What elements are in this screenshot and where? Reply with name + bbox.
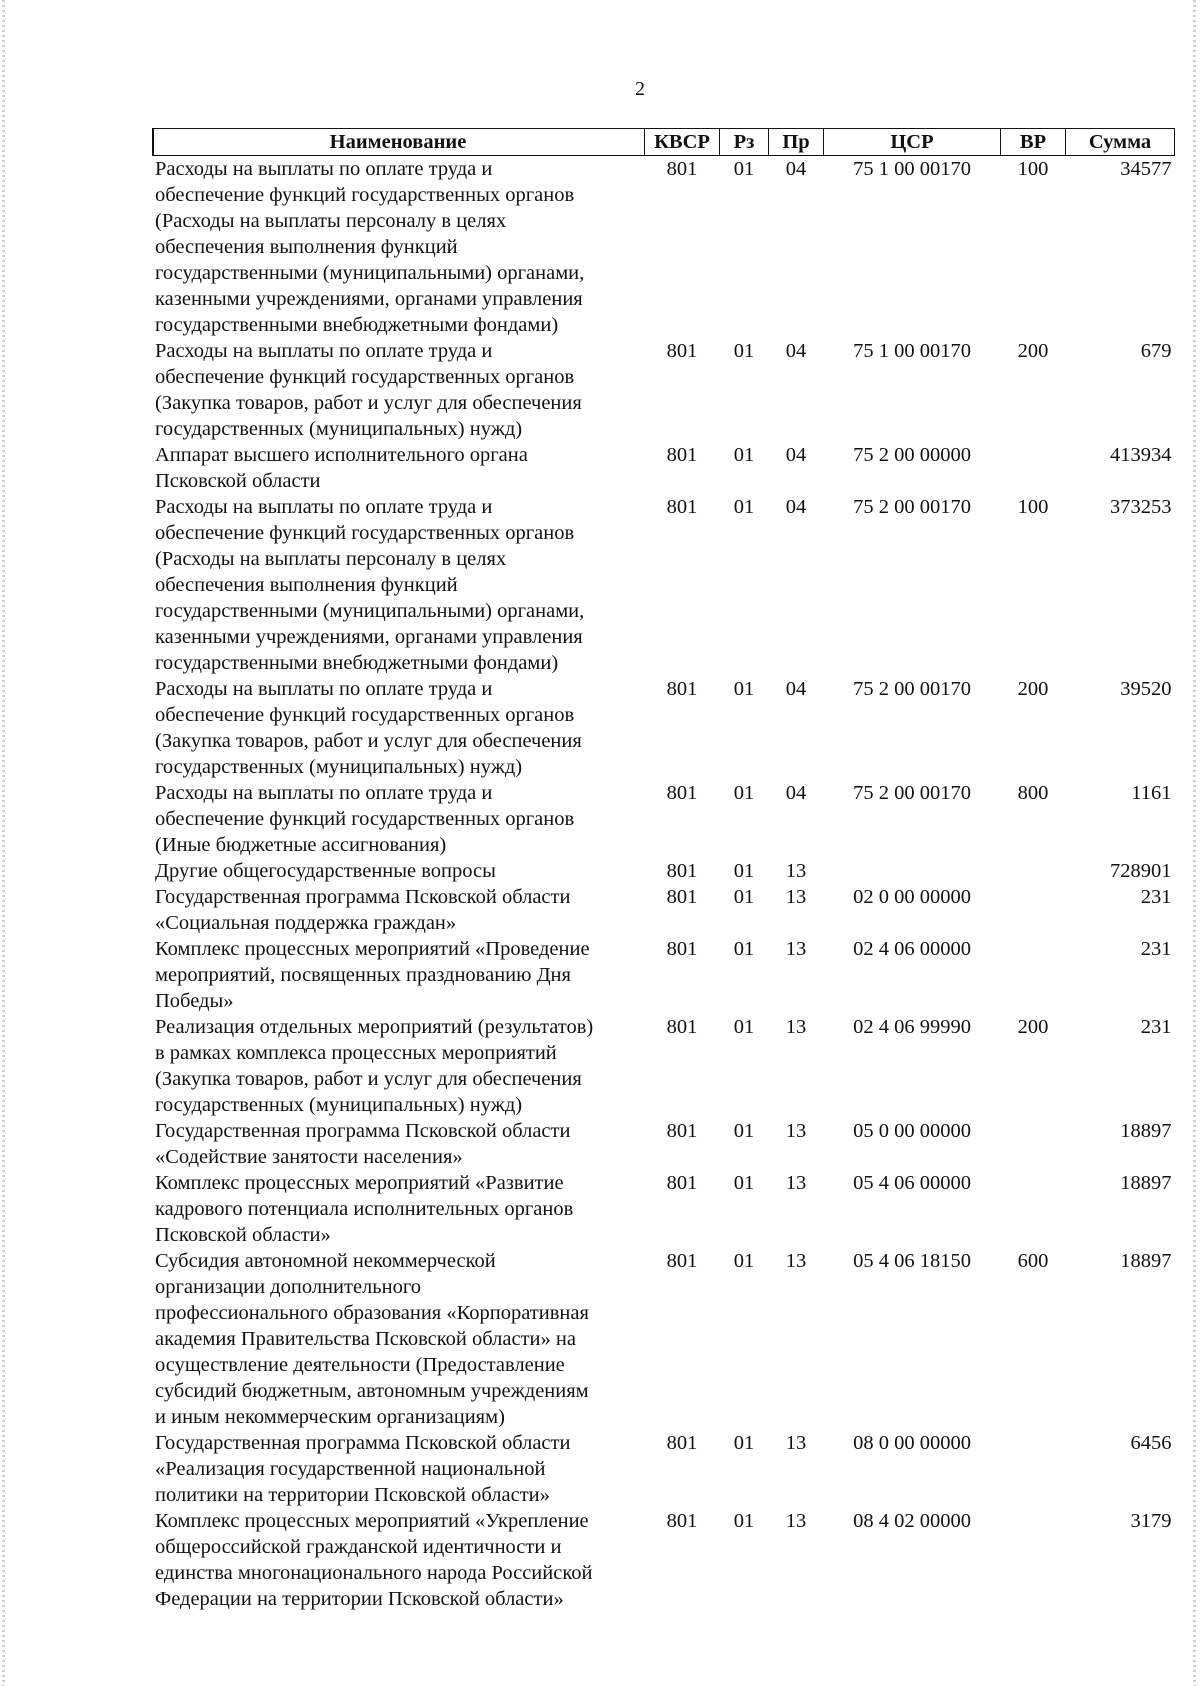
cell-pr: 13	[785, 938, 807, 960]
cell-rz: 01	[733, 782, 755, 804]
cell-kvsr: 801	[666, 860, 698, 882]
cell-pr: 04	[785, 444, 807, 466]
cell-pr: 13	[785, 1172, 807, 1194]
cell-sum: 231	[1140, 886, 1172, 908]
header-sum: Сумма	[1066, 129, 1175, 156]
table-row	[153, 1508, 1175, 1612]
cell-kvsr: 801	[666, 1510, 698, 1532]
header-name: Наименование	[153, 129, 645, 156]
cell-csr: 75 2 00 00000	[853, 444, 971, 466]
cell-vr: 800	[1017, 782, 1049, 804]
header-row	[153, 129, 1175, 156]
cell-sum: 3179	[1130, 1510, 1172, 1532]
table-row	[153, 1014, 1175, 1118]
cell-rz: 01	[733, 1172, 755, 1194]
cell-sum: 728901	[1110, 860, 1172, 882]
cell-sum: 231	[1140, 938, 1172, 960]
table-row	[153, 1430, 1175, 1508]
cell-vr: 200	[1017, 340, 1049, 362]
table-row	[153, 1170, 1175, 1248]
cell-sum: 34577	[1120, 158, 1172, 180]
cell-rz: 01	[733, 340, 755, 362]
cell-kvsr: 801	[666, 444, 698, 466]
cell-name: Расходы на выплаты по оплате труда и обеспечение функций государственных органов (Закупка товаров, работ и услуг для обеспечения государственных (муниципальных) нужд)	[155, 678, 582, 778]
cell-rz: 01	[733, 886, 755, 908]
cell-vr	[1001, 936, 1066, 1014]
cell-name: Комплекс процессных мероприятий «Проведение мероприятий, посвященных празднованию Дня Победы»	[155, 938, 590, 1012]
header-pr: Пр	[769, 129, 824, 156]
cell-csr	[824, 858, 1001, 884]
cell-name: Комплекс процессных мероприятий «Укрепление общероссийской гражданской идентичности и единства многонационального народа Российской Федерации на территории Псковской области»	[155, 1510, 593, 1610]
cell-pr: 13	[785, 1250, 807, 1272]
cell-vr: 100	[1017, 496, 1049, 518]
cell-kvsr: 801	[666, 1250, 698, 1272]
cell-csr: 08 4 02 00000	[853, 1510, 971, 1532]
table-row	[153, 858, 1175, 884]
header-rz: Рз	[720, 129, 769, 156]
cell-name: Государственная программа Псковской области «Реализация государственной национальной политики на территории Псковской области»	[155, 1432, 571, 1506]
cell-pr: 13	[785, 1432, 807, 1454]
cell-rz: 01	[733, 1016, 755, 1038]
cell-rz: 01	[733, 1120, 755, 1142]
cell-kvsr: 801	[666, 678, 698, 700]
cell-name: Другие общегосударственные вопросы	[155, 860, 496, 882]
cell-sum: 18897	[1120, 1250, 1172, 1272]
cell-name: Расходы на выплаты по оплате труда и обеспечение функций государственных органов (Иные бюджетные ассигнования)	[155, 782, 575, 856]
page-number: 2	[635, 78, 645, 100]
cell-kvsr: 801	[666, 886, 698, 908]
cell-kvsr: 801	[666, 1432, 698, 1454]
table-row	[153, 156, 1175, 339]
scan-edge-right	[1193, 0, 1196, 1686]
table-row	[153, 780, 1175, 858]
table-row	[153, 338, 1175, 442]
cell-pr: 13	[785, 860, 807, 882]
table-header	[153, 129, 1175, 156]
cell-sum: 679	[1140, 340, 1172, 362]
cell-rz: 01	[733, 860, 755, 882]
cell-csr: 75 2 00 00170	[853, 782, 971, 804]
cell-rz: 01	[733, 1510, 755, 1532]
table-row	[153, 442, 1175, 494]
cell-csr: 05 4 06 18150	[853, 1250, 971, 1272]
cell-rz: 01	[733, 1250, 755, 1272]
cell-csr: 75 2 00 00170	[853, 496, 971, 518]
cell-kvsr: 801	[666, 1172, 698, 1194]
cell-sum: 413934	[1110, 444, 1172, 466]
cell-vr: 200	[1017, 678, 1049, 700]
table-row	[153, 494, 1175, 676]
cell-pr: 04	[785, 496, 807, 518]
cell-csr: 02 4 06 99990	[853, 1016, 971, 1038]
table-row	[153, 936, 1175, 1014]
table-row	[153, 1248, 1175, 1430]
cell-pr: 04	[785, 678, 807, 700]
cell-csr: 75 1 00 00170	[853, 340, 971, 362]
cell-name: Комплекс процессных мероприятий «Развитие кадрового потенциала исполнительных органов Псковской области»	[155, 1172, 574, 1246]
cell-kvsr: 801	[666, 340, 698, 362]
cell-pr: 13	[785, 1510, 807, 1532]
cell-csr: 05 0 00 00000	[853, 1120, 971, 1142]
cell-name: Реализация отдельных мероприятий (результатов) в рамках комплекса процессных мероприятий (Закупка товаров, работ и услуг для обеспечения государственных (муниципальных) нужд)	[155, 1016, 594, 1116]
cell-kvsr: 801	[666, 158, 698, 180]
cell-name: Государственная программа Псковской области «Социальная поддержка граждан»	[155, 886, 571, 934]
cell-csr: 08 0 00 00000	[853, 1432, 971, 1454]
cell-vr	[1001, 1430, 1066, 1508]
scan-edge-left	[2, 0, 5, 1686]
cell-name: Расходы на выплаты по оплате труда и обеспечение функций государственных органов (Закупка товаров, работ и услуг для обеспечения государственных (муниципальных) нужд)	[155, 340, 582, 440]
cell-pr: 04	[785, 158, 807, 180]
table-row	[153, 1118, 1175, 1170]
cell-csr: 75 2 00 00170	[853, 678, 971, 700]
cell-pr: 04	[785, 782, 807, 804]
cell-name: Аппарат высшего исполнительного органа Псковской области	[155, 444, 528, 492]
cell-csr: 05 4 06 00000	[853, 1172, 971, 1194]
table-row	[153, 676, 1175, 780]
cell-csr: 75 1 00 00170	[853, 158, 971, 180]
cell-vr	[1001, 1170, 1066, 1248]
cell-name: Государственная программа Псковской области «Содействие занятости населения»	[155, 1120, 571, 1168]
cell-csr: 02 4 06 00000	[853, 938, 971, 960]
cell-rz: 01	[733, 158, 755, 180]
cell-kvsr: 801	[666, 1016, 698, 1038]
header-csr: ЦСР	[824, 129, 1001, 156]
cell-pr: 13	[785, 886, 807, 908]
cell-sum: 39520	[1120, 678, 1172, 700]
header-vr: ВР	[1001, 129, 1066, 156]
cell-csr: 02 0 00 00000	[853, 886, 971, 908]
cell-name: Расходы на выплаты по оплате труда и обеспечение функций государственных органов (Расходы на выплаты персоналу в целях обеспечения выполнения функций государственными (муниципальными) органами, казенными учреждениями, органами управления государственными внебюджетными фондами)	[155, 158, 585, 336]
cell-vr: 100	[1017, 158, 1049, 180]
cell-sum: 1161	[1131, 782, 1172, 804]
cell-vr: 600	[1017, 1250, 1049, 1272]
cell-sum: 18897	[1120, 1172, 1172, 1194]
cell-vr: 200	[1017, 1016, 1049, 1038]
cell-rz: 01	[733, 938, 755, 960]
cell-pr: 04	[785, 340, 807, 362]
cell-rz: 01	[733, 1432, 755, 1454]
cell-sum: 231	[1140, 1016, 1172, 1038]
cell-kvsr: 801	[666, 496, 698, 518]
cell-sum: 373253	[1110, 496, 1172, 518]
cell-rz: 01	[733, 678, 755, 700]
cell-vr	[1001, 1508, 1066, 1612]
cell-rz: 01	[733, 496, 755, 518]
header-kvsr: КВСР	[645, 129, 720, 156]
budget-table	[152, 128, 1175, 1612]
cell-vr	[1001, 1118, 1066, 1170]
cell-vr	[1001, 858, 1066, 884]
cell-kvsr: 801	[666, 938, 698, 960]
cell-kvsr: 801	[666, 1120, 698, 1142]
table-row	[153, 884, 1175, 936]
cell-pr: 13	[785, 1120, 807, 1142]
cell-name: Расходы на выплаты по оплате труда и обеспечение функций государственных органов (Расходы на выплаты персоналу в целях обеспечения выполнения функций государственными (муниципальными) органами, казенными учреждениями, органами управления государственными внебюджетными фондами)	[155, 496, 585, 674]
table-body	[153, 156, 1175, 1613]
cell-sum: 18897	[1120, 1120, 1172, 1142]
cell-kvsr: 801	[666, 782, 698, 804]
cell-vr	[1001, 442, 1066, 494]
cell-name: Субсидия автономной некоммерческой организации дополнительного профессионального образования «Корпоративная академия Правительства Псковской области» на осуществление деятельности (Предоставление субсидий бюджетным, автономным учреждениям и иным некоммерческим организациям)	[155, 1250, 589, 1428]
cell-rz: 01	[733, 444, 755, 466]
cell-vr	[1001, 884, 1066, 936]
cell-pr: 13	[785, 1016, 807, 1038]
cell-sum: 6456	[1130, 1432, 1172, 1454]
